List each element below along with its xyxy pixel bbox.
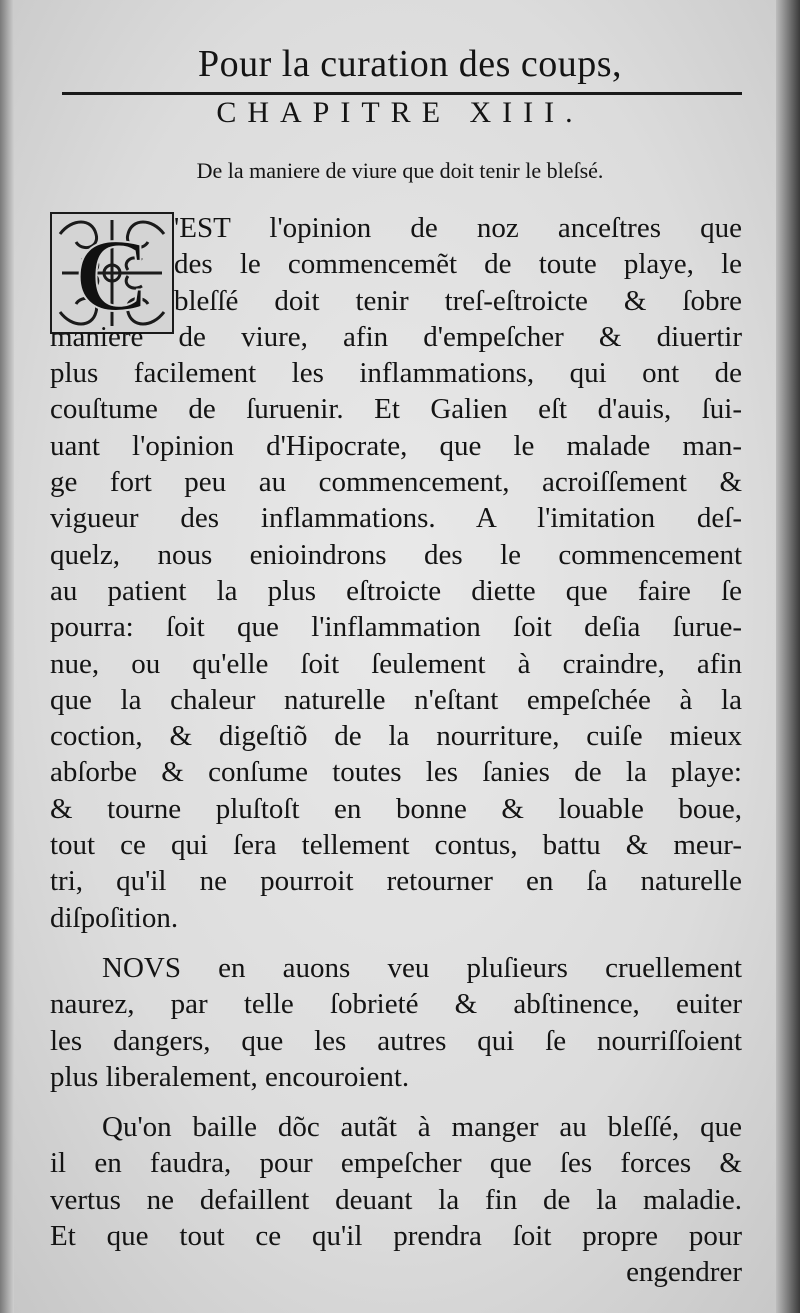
text-line: nue, ou qu'elle ſoit ſeulement à craindre, afin — [50, 647, 742, 680]
text-line: il en faudra, pour empeſcher que ſes forces & — [50, 1147, 742, 1180]
text-line: couſtume de ſuruenir. Et Galien eſt d'auis, ſui- — [50, 393, 742, 426]
text-line: Qu'on baille dõc autãt à manger au bleſſé, que — [102, 1111, 742, 1144]
text-line: pourra: ſoit que l'inflammation ſoit deſia ſurue- — [50, 611, 742, 644]
text-line: Et que tout ce qu'il prendra ſoit propre pour — [50, 1220, 742, 1253]
text-line: des le commencemẽt de toute playe, le — [174, 248, 742, 281]
text-line: vigueur des inflammations. A l'imitation deſ- — [50, 502, 742, 535]
text-line: ge fort peu au commencement, acroiſſement & — [50, 466, 742, 499]
text-line: 'EST l'opinion de noz anceſtres que — [174, 212, 742, 244]
chapter-subtitle: De la maniere de viure que doit tenir le bleſsé. — [196, 158, 604, 183]
text-line: & tourne pluſtoſt en bonne & louable boue, — [50, 792, 742, 825]
text-line: quelz, nous enioindrons des le commencement — [50, 538, 742, 571]
chapter-title: CHAPITRE XIII. — [216, 96, 584, 129]
text-line: bleſſé doit tenir treſ-eſtroicte & ſobre — [174, 284, 742, 317]
page-left-edge — [0, 0, 14, 1313]
text-line: tout ce qui ſera tellement contus, battu & meur- — [50, 829, 742, 862]
text-line: au patient la plus eſtroicte diette que faire ſe — [50, 574, 742, 607]
drop-cap-letter: C — [74, 218, 150, 332]
catchword: engendrer — [626, 1256, 742, 1289]
text-line: naurez, par telle ſobrieté & abſtinence, euiter — [50, 988, 742, 1021]
text-line: tri, qu'il ne pourroit retourner en ſa naturelle — [50, 865, 742, 898]
text-line: plus facilement les inflammations, qui ont de — [50, 357, 742, 390]
text-line: les dangers, que les autres qui ſe nourriſſoient — [50, 1024, 742, 1057]
body-text — [50, 210, 742, 1291]
text-line: abſorbe & conſume toutes les ſanies de la playe: — [50, 756, 742, 789]
text-line: diſpoſition. — [50, 901, 179, 934]
text-line: vertus ne defaillent deuant la fin de la maladie. — [50, 1183, 742, 1216]
text-line: plus liberalement, encouroient. — [50, 1060, 410, 1093]
text-line: que la chaleur naturelle n'eſtant empeſchée à la — [50, 683, 742, 716]
header-rule — [62, 92, 742, 95]
running-head: Pour la curation des coups, — [197, 43, 623, 85]
text-line: NOVS en auons veu pluſieurs cruellement — [102, 951, 742, 984]
page-right-edge — [776, 0, 800, 1313]
text-line: uant l'opinion d'Hipocrate, que le malade man- — [50, 429, 742, 462]
text-line: coction, & digeſtiõ de la nourriture, cuiſe mieux — [50, 720, 742, 753]
text-line: maniere de viure, afin d'empeſcher & diuertir — [50, 320, 742, 353]
